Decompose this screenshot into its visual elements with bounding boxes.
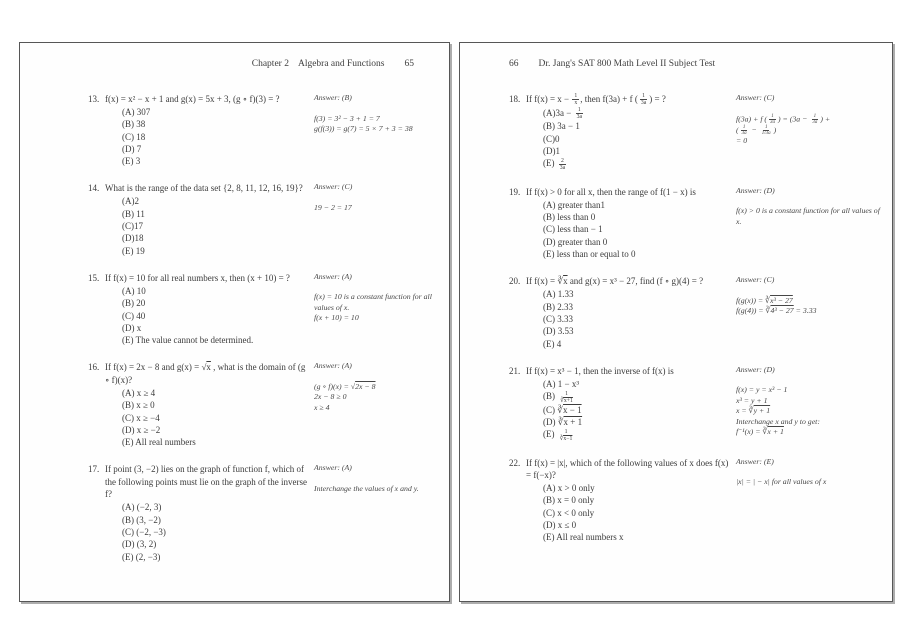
cube-root: ∛x − 1 bbox=[557, 404, 582, 415]
question-stem: If f(x) = 2x − 8 and g(x) = √x , what is the domain of (g ∘ f)(x)? bbox=[105, 362, 306, 385]
question-stem: If $f(x) = ∛\overline{x}$ and g(x) = x³ − 27, find (f ∘ g)(4) = ? bbox=[526, 276, 704, 287]
solution-work bbox=[314, 484, 443, 495]
question bbox=[88, 93, 443, 167]
answer-option: (B) $\frac{1}{∛x+1}$ bbox=[543, 390, 573, 404]
answer-option: (B) 11 bbox=[122, 208, 145, 219]
question-list-left bbox=[20, 93, 449, 563]
chapter-label: Chapter 2 bbox=[251, 59, 289, 69]
answer-notes bbox=[734, 275, 886, 317]
answer-option: (E) $\frac{1}{∛x-1}$ bbox=[543, 428, 573, 442]
question bbox=[88, 272, 443, 346]
answer-option: (E) 4 bbox=[543, 338, 562, 349]
square-root: √x bbox=[201, 362, 211, 373]
option-list bbox=[526, 199, 734, 260]
fraction: $\frac{1}{3a}$ bbox=[741, 124, 747, 137]
question-number: 21. bbox=[509, 365, 521, 376]
question-number: 18. bbox=[509, 94, 521, 104]
option-list bbox=[105, 106, 312, 167]
answer-option: (D) x ≥ −2 bbox=[122, 424, 161, 435]
question bbox=[88, 361, 443, 448]
cube-root: ∛x + 1 bbox=[557, 416, 583, 427]
chapter-title: Algebra and Functions bbox=[297, 59, 385, 69]
fraction: $\frac{2}{3a}$ bbox=[559, 157, 566, 171]
answer-option: (D) 3.53 bbox=[543, 326, 574, 337]
answer-label: Answer: (C) bbox=[736, 275, 775, 285]
answer-option: (B) x = 0 only bbox=[543, 495, 595, 506]
question-stem: If f(x) = |x|, which of the following values of x does f(x) = f(−x)? bbox=[526, 457, 729, 481]
question-body bbox=[105, 272, 312, 346]
answer-notes bbox=[312, 361, 443, 413]
answer-option: (D)1 bbox=[543, 146, 560, 157]
solution-line: f(x) = y = x³ − 1 bbox=[736, 385, 788, 395]
question-body bbox=[526, 365, 734, 442]
answer-notes bbox=[312, 272, 443, 324]
solution-line: 2x − 8 ≥ 0 bbox=[314, 392, 347, 402]
answer-option: (B) 3a − 1 bbox=[543, 121, 580, 132]
solution-line: f(x) > 0 is a constant function for all values of x. bbox=[736, 206, 880, 226]
question-number: 14. bbox=[88, 183, 100, 194]
option-list bbox=[105, 387, 312, 448]
solution-work bbox=[736, 114, 886, 147]
solution-line: f(x) = 10 is a constant function for all values of x. bbox=[314, 292, 432, 312]
page-header-right bbox=[460, 58, 892, 70]
question-list-right bbox=[460, 93, 892, 544]
option-list bbox=[526, 107, 734, 171]
question-number: 22. bbox=[509, 457, 521, 468]
answer-option: (E) less than or equal to 0 bbox=[543, 249, 636, 260]
answer-option: (A) 307 bbox=[122, 107, 151, 117]
answer-option: (A) greater than1 bbox=[543, 199, 605, 210]
answer-option: (B) less than 0 bbox=[543, 212, 596, 223]
fraction: $\frac{1}{3a}$ bbox=[576, 107, 583, 121]
question bbox=[509, 186, 886, 260]
answer-option: (D) x bbox=[122, 322, 142, 333]
fraction: $\frac{1}{∛x-1}$ bbox=[559, 428, 573, 442]
answer-option: (B) (3, −2) bbox=[122, 514, 161, 525]
question bbox=[509, 457, 886, 544]
answer-label: Answer: (D) bbox=[736, 185, 775, 195]
question-number: 19. bbox=[509, 186, 521, 197]
answer-notes bbox=[734, 457, 886, 488]
solution-line: x ≥ 4 bbox=[314, 402, 330, 412]
answer-option: (A) (−2, 3) bbox=[122, 502, 162, 513]
question-stem: If f(x) = x − $\frac{1}{x}$ , then f(3a) + f ( $\frac{1}{3a}$ ) = ? bbox=[526, 93, 666, 107]
answer-notes bbox=[734, 365, 886, 438]
solution-work bbox=[736, 206, 886, 227]
answer-option: (D) (3, 2) bbox=[122, 539, 157, 550]
question-body bbox=[105, 182, 312, 256]
answer-option: (D) greater than 0 bbox=[543, 236, 608, 247]
question-stem: If point (3, −2) lies on the graph of function f, which of the following points must lie on the graph of the inverse f? bbox=[105, 464, 307, 500]
answer-option: (C) x < 0 only bbox=[543, 507, 595, 518]
question-number: 17. bbox=[88, 464, 100, 475]
answer-notes bbox=[312, 93, 443, 135]
answer-option: (E) All real numbers x bbox=[543, 532, 624, 543]
answer-option: (A) 1.33 bbox=[543, 289, 574, 300]
answer-notes bbox=[312, 463, 443, 494]
option-list bbox=[105, 285, 312, 346]
question-body bbox=[526, 275, 734, 349]
fraction: $\frac{1}{3a}$ bbox=[770, 113, 776, 125]
fraction: $\frac{1}{∛x+1}$ bbox=[560, 390, 573, 404]
answer-label: Answer: (C) bbox=[314, 182, 353, 192]
question-body bbox=[105, 361, 312, 448]
answer-label: Answer: (E) bbox=[736, 456, 774, 466]
question bbox=[509, 93, 886, 171]
option-list bbox=[105, 195, 312, 256]
cube-root: ∛x−1 bbox=[559, 435, 573, 442]
answer-option: (B) x ≥ 0 bbox=[122, 400, 155, 411]
option-list bbox=[105, 501, 312, 562]
answer-option: (C) 18 bbox=[122, 131, 146, 142]
question-main bbox=[509, 457, 734, 544]
answer-notes bbox=[734, 93, 886, 147]
solution-work bbox=[314, 114, 443, 135]
answer-option: (A) x ≥ 4 bbox=[122, 387, 156, 398]
answer-option: (C) (−2, −3) bbox=[122, 527, 166, 538]
answer-option: (A)3a − $\frac{1}{3a}$ bbox=[543, 107, 583, 121]
fraction: $\frac{1}{1/3a}$ bbox=[761, 124, 771, 137]
answer-option: (E) The value cannot be determined. bbox=[122, 335, 254, 346]
page-left bbox=[19, 42, 450, 602]
answer-label: Answer: (D) bbox=[736, 364, 775, 374]
answer-label: Answer: (A) bbox=[314, 463, 352, 473]
cube-root: ∛x³ − 27 bbox=[765, 295, 793, 305]
answer-notes bbox=[734, 186, 886, 228]
question-main bbox=[509, 93, 734, 171]
question-number: 20. bbox=[509, 276, 521, 287]
answer-option: (E) (2, −3) bbox=[122, 551, 161, 562]
option-list bbox=[526, 378, 734, 442]
answer-option: (D) ∛x + 1 bbox=[543, 416, 583, 427]
question-stem: If f(x) > 0 for all x, then the range of f(1 − x) is bbox=[526, 186, 696, 197]
fraction: $\frac{1}{3a}$ bbox=[640, 93, 647, 107]
question bbox=[88, 463, 443, 562]
cube-root: ∛4³ − 27 bbox=[765, 306, 794, 316]
solution-line: Interchange x and y to get: bbox=[736, 416, 820, 426]
book-title: Dr. Jang's SAT 800 Math Level II Subject Test bbox=[538, 59, 716, 69]
question-stem: f(x) = x² − x + 1 and g(x) = 5x + 3, (g ∘ f)(3) = ? bbox=[105, 94, 280, 104]
solution-work bbox=[314, 292, 443, 324]
answer-option: (C) less than − 1 bbox=[543, 224, 603, 235]
answer-option: (E) $\frac{2}{3a}$ bbox=[543, 157, 566, 171]
question-body bbox=[105, 463, 312, 562]
question-main bbox=[88, 272, 312, 346]
answer-notes bbox=[312, 182, 443, 213]
solution-line: f⁻¹(x) = ∛x + 1 bbox=[736, 427, 784, 437]
question-number: 15. bbox=[88, 272, 100, 283]
answer-option: (B) 20 bbox=[122, 298, 146, 309]
question-main bbox=[88, 93, 312, 167]
answer-label: Answer: (B) bbox=[314, 93, 352, 102]
answer-option: (C) ∛x − 1 bbox=[543, 404, 582, 415]
question-main bbox=[88, 463, 312, 562]
page-number-right: 66 bbox=[509, 59, 519, 69]
question bbox=[509, 365, 886, 442]
answer-option: (A) x > 0 only bbox=[543, 483, 595, 494]
answer-option: (D)18 bbox=[122, 233, 144, 244]
page-right bbox=[459, 42, 893, 602]
fraction: $\frac{1}{3a}$ bbox=[812, 113, 818, 125]
question-body bbox=[526, 457, 734, 544]
answer-label: Answer: (A) bbox=[314, 271, 352, 281]
question-main bbox=[88, 361, 312, 448]
question-number: 13. bbox=[88, 94, 100, 104]
question-main bbox=[88, 182, 312, 256]
solution-line: 19 − 2 = 17 bbox=[314, 202, 352, 212]
solution-work bbox=[314, 382, 443, 414]
question bbox=[509, 275, 886, 349]
answer-option: (B) 2.33 bbox=[543, 301, 573, 312]
solution-work bbox=[736, 385, 886, 438]
page-header-left bbox=[20, 58, 449, 70]
question-stem: If f(x) = 10 for all real numbers x, then (x + 10) = ? bbox=[105, 272, 290, 283]
solution-work bbox=[736, 477, 886, 488]
answer-option: (E) All real numbers bbox=[122, 437, 196, 448]
answer-option: (C)17 bbox=[122, 221, 143, 232]
solution-line: f(3a) + f ( $\frac{1}{3a}$ ) = (3a − $\frac{1}{3a}$ ) + bbox=[736, 113, 831, 125]
answer-option: (B) 38 bbox=[122, 119, 146, 130]
solution-line: f(x + 10) = 10 bbox=[314, 313, 359, 323]
answer-option: (C) 3.33 bbox=[543, 313, 573, 324]
question-stem: What is the range of the data set {2, 8, 11, 12, 16, 19}? bbox=[105, 183, 303, 194]
solution-work bbox=[314, 203, 443, 214]
solution-line: |x| = | − x| for all values of x bbox=[736, 477, 827, 487]
cube-root: ∛x+1 bbox=[560, 397, 573, 404]
question bbox=[88, 182, 443, 256]
solution-line: f(3) = 3² − 3 + 1 = 7 bbox=[314, 113, 380, 123]
cube-root: $∛\overline{x}$ bbox=[557, 276, 568, 287]
solution-line: f(g(4)) = ∛4³ − 27 = 3.33 bbox=[736, 306, 817, 316]
square-root: √2x − 8 bbox=[350, 381, 376, 391]
fraction: $\frac{1}{x}$ bbox=[574, 93, 578, 107]
answer-option: (C)0 bbox=[543, 133, 560, 144]
solution-work bbox=[736, 296, 886, 317]
option-list bbox=[526, 288, 734, 349]
answer-option: (C) 40 bbox=[122, 310, 146, 321]
answer-option: (D) x ≤ 0 bbox=[543, 520, 577, 531]
answer-option: (A) 10 bbox=[122, 285, 146, 296]
solution-line: f(g(x)) = ∛x³ − 27 bbox=[736, 295, 793, 305]
question-main bbox=[509, 365, 734, 442]
solution-line: ( $\frac{1}{3a}$ − $\frac{1}{1/3a}$ ) bbox=[736, 124, 777, 137]
question-stem: If f(x) = x³ − 1, then the inverse of f(x) is bbox=[526, 365, 674, 376]
solution-line: (g ∘ f)(x) = √2x − 8 bbox=[314, 381, 376, 391]
cube-root: ∛y + 1 bbox=[748, 406, 771, 416]
solution-line: x³ = y + 1 bbox=[736, 395, 768, 405]
answer-label: Answer: (A) bbox=[314, 361, 352, 371]
solution-line: g(f(3)) = g(7) = 5 × 7 + 3 = 38 bbox=[314, 124, 413, 133]
solution-line: = 0 bbox=[736, 136, 748, 146]
question-body bbox=[526, 93, 734, 171]
question-main bbox=[509, 186, 734, 260]
answer-option: (A)2 bbox=[122, 196, 139, 207]
option-list bbox=[526, 482, 734, 543]
answer-option: (E) 19 bbox=[122, 245, 145, 256]
question-number: 16. bbox=[88, 362, 100, 373]
cube-root: ∛x + 1 bbox=[762, 427, 784, 437]
answer-option: (E) 3 bbox=[122, 156, 141, 167]
question-body bbox=[526, 186, 734, 260]
question-main bbox=[509, 275, 734, 349]
solution-line: x = ∛y + 1 bbox=[736, 406, 771, 416]
page-number-left: 65 bbox=[404, 59, 414, 69]
answer-option: (C) x ≥ −4 bbox=[122, 412, 160, 423]
answer-option: (A) 1 − x³ bbox=[543, 378, 580, 389]
answer-option: (D) 7 bbox=[122, 143, 142, 154]
question-body bbox=[105, 93, 312, 167]
answer-label: Answer: (C) bbox=[736, 93, 775, 102]
solution-line: Interchange the values of x and y. bbox=[314, 483, 419, 493]
